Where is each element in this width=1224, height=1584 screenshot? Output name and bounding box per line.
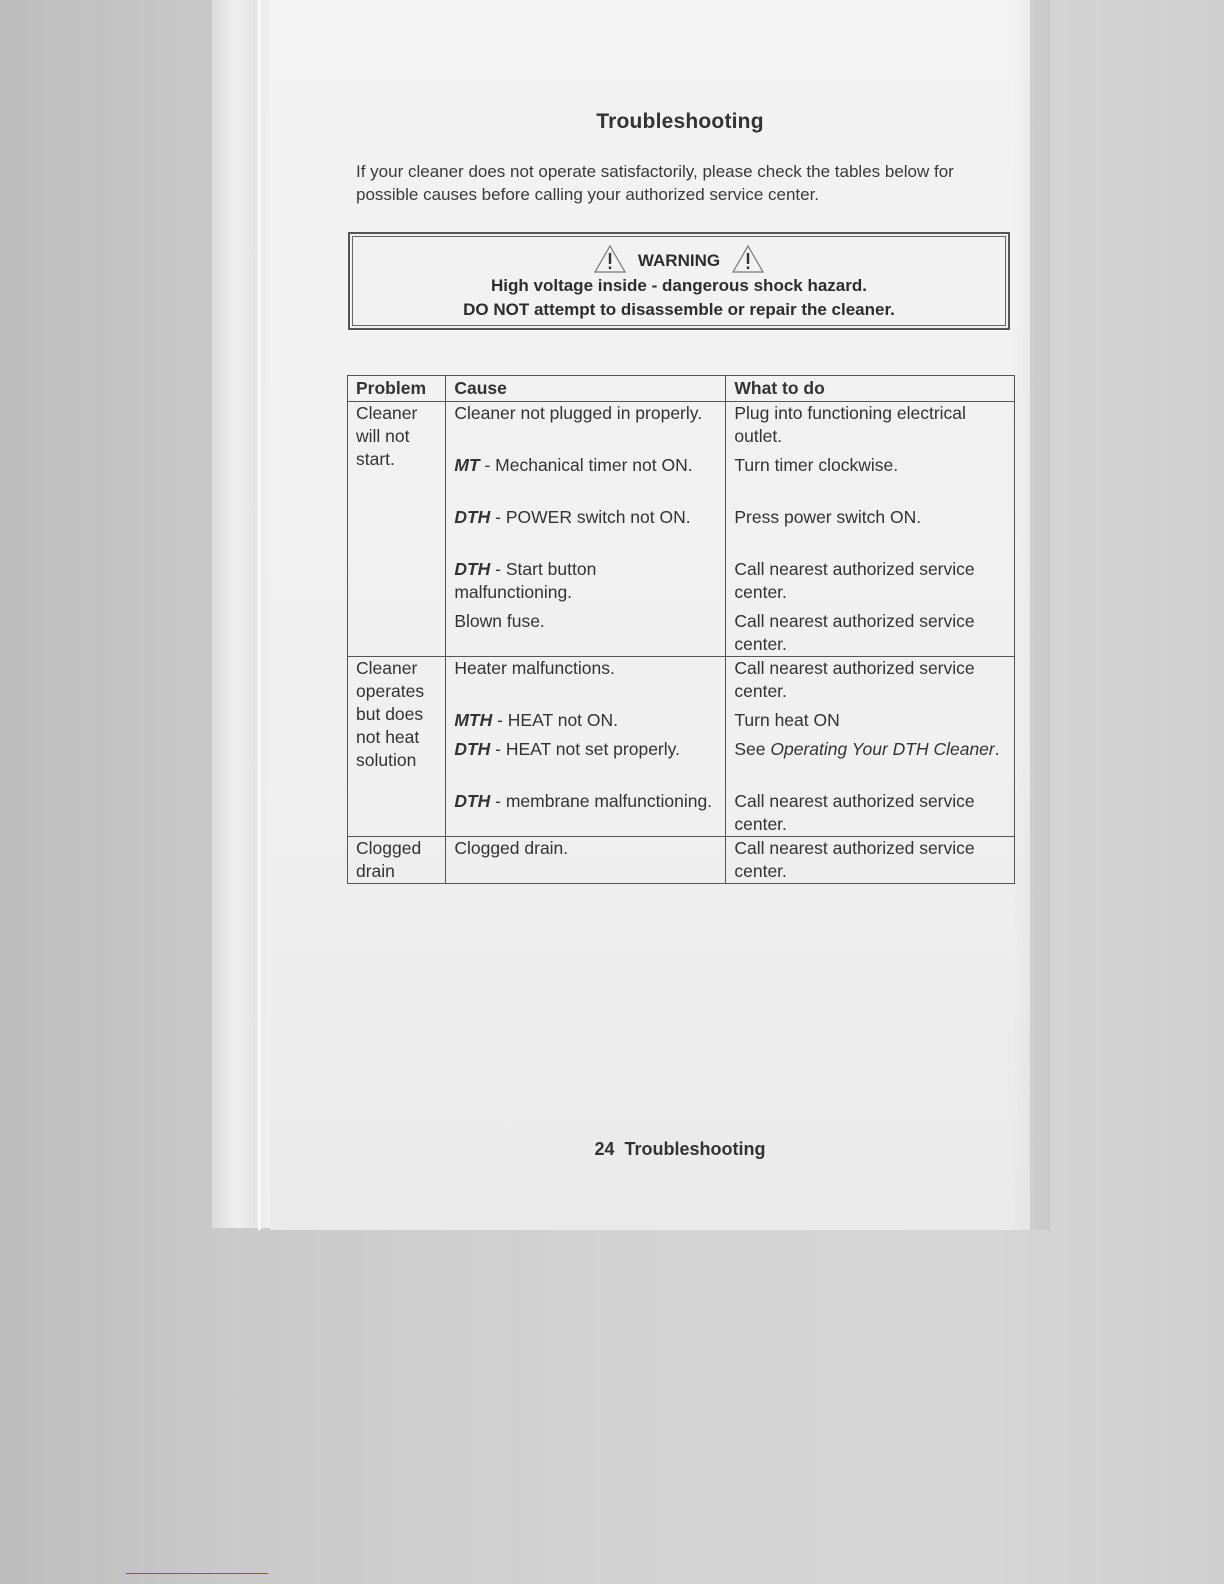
table-row [348, 837, 1015, 884]
cause-entry [454, 558, 717, 604]
manual-section-reference: Operating Your DTH Cleaner [770, 739, 995, 759]
todo-entry [734, 738, 1006, 784]
todo-entry: Turn heat ON [734, 710, 840, 730]
model-prefix: MT [454, 455, 480, 475]
page-shadow [1010, 0, 1050, 1230]
todo-entry: Call nearest authorized service center. [734, 611, 975, 654]
cause-text: - Start button malfunctioning. [454, 559, 597, 602]
problem-cell: Clogged drain [348, 837, 446, 884]
cause-cell [446, 402, 726, 657]
warning-box [348, 232, 1010, 330]
cause-entry [454, 402, 717, 448]
cause-text: Clogged drain. [454, 838, 569, 858]
cause-cell [446, 837, 726, 884]
cause-entry [454, 709, 717, 732]
todo-cell [726, 657, 1015, 837]
todo-text: . [994, 739, 1000, 759]
todo-entry: Turn timer clockwise. [734, 455, 899, 475]
header-cause: Cause [446, 376, 726, 402]
cause-entry [454, 610, 717, 633]
cause-entry [454, 738, 717, 784]
link-underline [126, 1573, 268, 1574]
page-footer [270, 1139, 1090, 1160]
model-prefix: DTH [454, 559, 491, 579]
cause-cell [446, 657, 726, 837]
model-prefix: DTH [454, 507, 491, 527]
warning-line-disassemble: DO NOT attempt to disassemble or repair the cleaner. [463, 300, 895, 319]
table-row [348, 657, 1015, 837]
cause-text: - HEAT not ON. [492, 710, 619, 730]
todo-entry: Call nearest authorized service center. [734, 838, 975, 881]
warning-line-voltage: High voltage inside - dangerous shock hazard. [491, 276, 867, 295]
warning-heading-row [350, 244, 1008, 279]
todo-entry: Press power switch ON. [734, 507, 922, 527]
page-title: Troubleshooting [596, 110, 764, 133]
cause-entry [454, 506, 717, 552]
cause-text: Cleaner not plugged in properly. [454, 403, 703, 423]
model-prefix: DTH [454, 739, 491, 759]
todo-entry: Call nearest authorized service center. [734, 559, 975, 602]
footer-section: Troubleshooting [624, 1139, 766, 1159]
todo-cell [726, 837, 1015, 884]
cause-text: - POWER switch not ON. [490, 507, 691, 527]
header-what-to-do: What to do [726, 376, 1015, 402]
cause-text: - membrane malfunctioning. [490, 791, 713, 811]
todo-cell [726, 402, 1015, 657]
cause-text: - Mechanical timer not ON. [479, 455, 693, 475]
page-stack-edge [212, 0, 272, 1228]
table-row [348, 402, 1015, 657]
header-problem: Problem [348, 376, 446, 402]
cause-entry [454, 657, 717, 703]
todo-text: See [734, 739, 771, 759]
intro-paragraph: If your cleaner does not operate satisfactorily, please check the tables below for possible causes before calling your authorized service center. [356, 162, 954, 204]
warning-triangle-icon [593, 244, 627, 279]
problem-cell: Cleaner operates but does not heat solution [348, 657, 446, 837]
cause-entry [454, 790, 717, 813]
model-prefix: MTH [454, 710, 493, 730]
model-prefix: DTH [454, 791, 491, 811]
cause-entry [454, 454, 717, 500]
cause-text: Heater malfunctions. [454, 658, 615, 678]
todo-entry: Call nearest authorized service center. [734, 658, 975, 701]
cause-entry [454, 837, 717, 860]
page-edge-line [258, 0, 261, 1230]
page-number: 24 [594, 1139, 615, 1159]
warning-triangle-icon [731, 244, 765, 279]
cause-text: - HEAT not set properly. [490, 739, 680, 759]
todo-entry: Call nearest authorized service center. [734, 791, 975, 834]
todo-entry: Plug into functioning electrical outlet. [734, 403, 966, 446]
warning-heading: WARNING [637, 250, 721, 270]
cause-text: Blown fuse. [454, 611, 545, 631]
problem-cell: Cleaner will not start. [348, 402, 446, 657]
table-header-row [348, 376, 1015, 402]
troubleshooting-table [347, 375, 1015, 884]
